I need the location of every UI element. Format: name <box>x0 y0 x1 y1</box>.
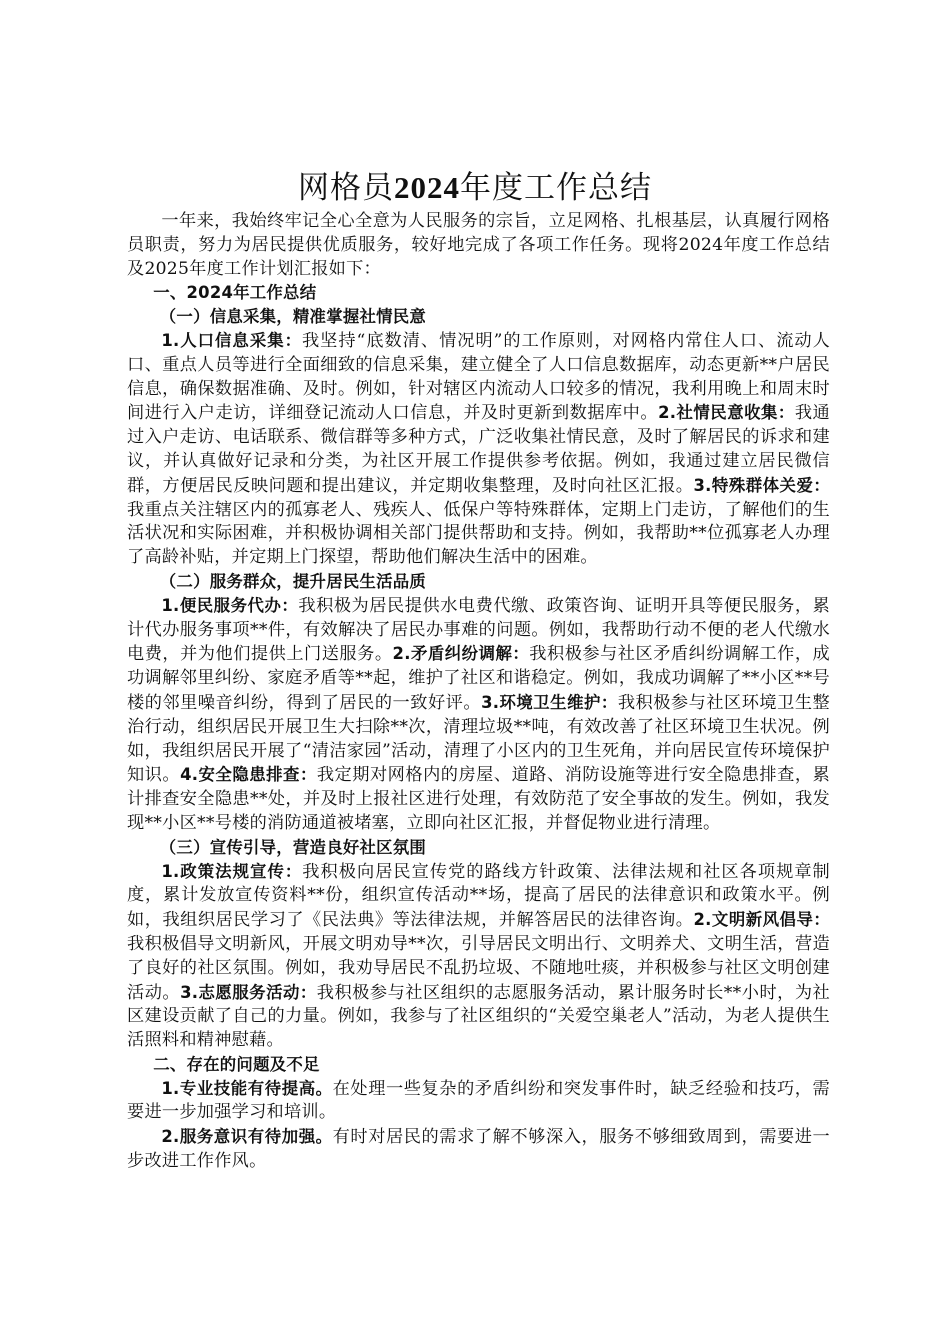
item-label: 1.人口信息采集： <box>161 330 302 350</box>
item-label: 2.社情民意收集： <box>658 403 795 423</box>
item-text: 我通过入户走访、电话联系、微信群等多种方式，广泛收集社情民意，及时了解居民的诉求和建议，并认真做好记录和分类，为社区开展工作提供参考依据。例如，我通过建立居民微信群，方便居民反映问题和提出建议，并定期收集整理，及时向社区汇报。 <box>127 403 830 496</box>
item-text: 我积极为居民提供水电费代缴、政策咨询、证明开具等便民服务，累计代办服务事项**件，有效解决了居民办事难的问题。例如，我帮助行动不便的老人代缴水电费，并为他们提供上门送服务。 <box>127 595 830 665</box>
document-body <box>127 210 830 1174</box>
item-label: 1.便民服务代办： <box>161 595 299 615</box>
problem-2-paragraph <box>127 1125 830 1174</box>
item-text: 有时对居民的需求了解不够深入，服务不够细致周到，需要进一步改进工作作风。 <box>127 1127 830 1172</box>
item-label: 1.专业技能有待提高。 <box>161 1078 333 1098</box>
item-text: 我积极参与社区环境卫生整治行动，组织居民开展卫生大扫除**次，清理垃圾**吨，有效改善了社区环境卫生状况。例如，我组织居民开展了“清洁家园”活动，清理了小区内的卫生死角，并向居民宣传环境保护知识。 <box>127 692 830 786</box>
item-label: 2.服务意识有待加强。 <box>161 1127 333 1147</box>
subsection-1-paragraph <box>127 329 830 570</box>
item-text: 我积极向居民宣传党的路线方针政策、法律法规和社区各项规章制度，累计发放宣传资料**份，组织宣传活动**场，提高了居民的法律意识和政策水平。例如，我组织居民学习了《民法典》等法律法规，并解答居民的法律咨询。 <box>127 861 830 931</box>
title-year: 2024 <box>394 170 460 205</box>
item-label: 4.安全隐患排查： <box>180 765 317 785</box>
subsection-3-heading: （三）宣传引导，营造良好社区氛围 <box>159 837 427 857</box>
item-label: 3.环境卫生维护： <box>481 692 618 712</box>
subsection-2-paragraph <box>127 594 830 836</box>
section-2-heading: 二、存在的问题及不足 <box>153 1054 320 1074</box>
item-text: 我积极参与社区组织的志愿服务活动，累计服务时长**小时，为社区建设贡献了自己的力量。例如，我参与了社区组织的“关爱空巢老人”活动，为老人提供生活照料和精神慰藉。 <box>127 982 830 1051</box>
title-prefix: 网格员 <box>298 170 394 206</box>
item-label: 2.文明新风倡导： <box>693 910 830 930</box>
title-suffix: 年度工作总结 <box>460 170 652 206</box>
item-label: 1.政策法规宣传： <box>161 861 303 881</box>
problem-1-paragraph <box>127 1077 830 1126</box>
subsection-2-heading: （二）服务群众，提升居民生活品质 <box>159 571 427 591</box>
item-label: 3.志愿服务活动： <box>180 982 317 1002</box>
item-text: 我积极参与社区矛盾纠纷调解工作，成功调解邻里纠纷、家庭矛盾等**起，维护了社区和谐稳定。例如，我成功调解了**小区**号楼的邻里噪音纠纷，得到了居民的一致好评。 <box>127 644 830 713</box>
document-title <box>0 166 950 210</box>
item-text: 我重点关注辖区内的孤寡老人、残疾人、低保户等特殊群体，定期上门走访，了解他们的生活状况和实际困难，并积极协调相关部门提供帮助和支持。例如，我帮助**位孤寡老人办理了高龄补贴，并定期上门探望，帮助他们解决生活中的困难。 <box>127 499 830 568</box>
item-text: 在处理一些复杂的矛盾纠纷和突发事件时，缺乏经验和技巧，需要进一步加强学习和培训。 <box>127 1078 830 1123</box>
item-text: 我积极倡导文明新风，开展文明劝导**次，引导居民文明出行、文明养犬、文明生活，营造了良好的社区氛围。例如，我劝导居民不乱扔垃圾、不随地吐痰，并积极参与社区文明创建活动。 <box>127 933 830 1003</box>
subsection-1-heading: （一）信息采集，精准掌握社情民意 <box>159 307 427 327</box>
item-label: 2.矛盾纠纷调解： <box>392 644 530 664</box>
item-text: 我定期对网格内的房屋、道路、消防设施等进行安全隐患排查，累计排查安全隐患**处，并及时上报社区进行处理，有效防范了安全事故的发生。例如，我发现**小区**号楼的消防通道被堵塞，立即向社区汇报，并督促物业进行清理。 <box>127 765 830 833</box>
item-text: 我坚持“底数清、情况明”的工作原则，对网格内常住人口、流动人口、重点人员等进行全面细致的信息采集，建立健全了人口信息数据库，动态更新**户居民信息，确保数据准确、及时。例如，针对辖区内流动人口较多的情况，我利用晚上和周末时间进行入户走访，详细登记流动人口信息，并及时更新到数据库中。 <box>127 330 831 424</box>
intro-paragraph: 一年来，我始终牢记全心全意为人民服务的宗旨，立足网格、扎根基层，认真履行网格员职责，努力为居民提供优质服务，较好地完成了各项工作任务。现将2024年度工作总结及2025年度工作计划汇报如下： <box>127 211 830 279</box>
section-1-heading: 一、2024年工作总结 <box>153 283 317 303</box>
subsection-3-paragraph <box>127 860 830 1053</box>
item-label: 3.特殊群体关爱： <box>693 475 830 495</box>
